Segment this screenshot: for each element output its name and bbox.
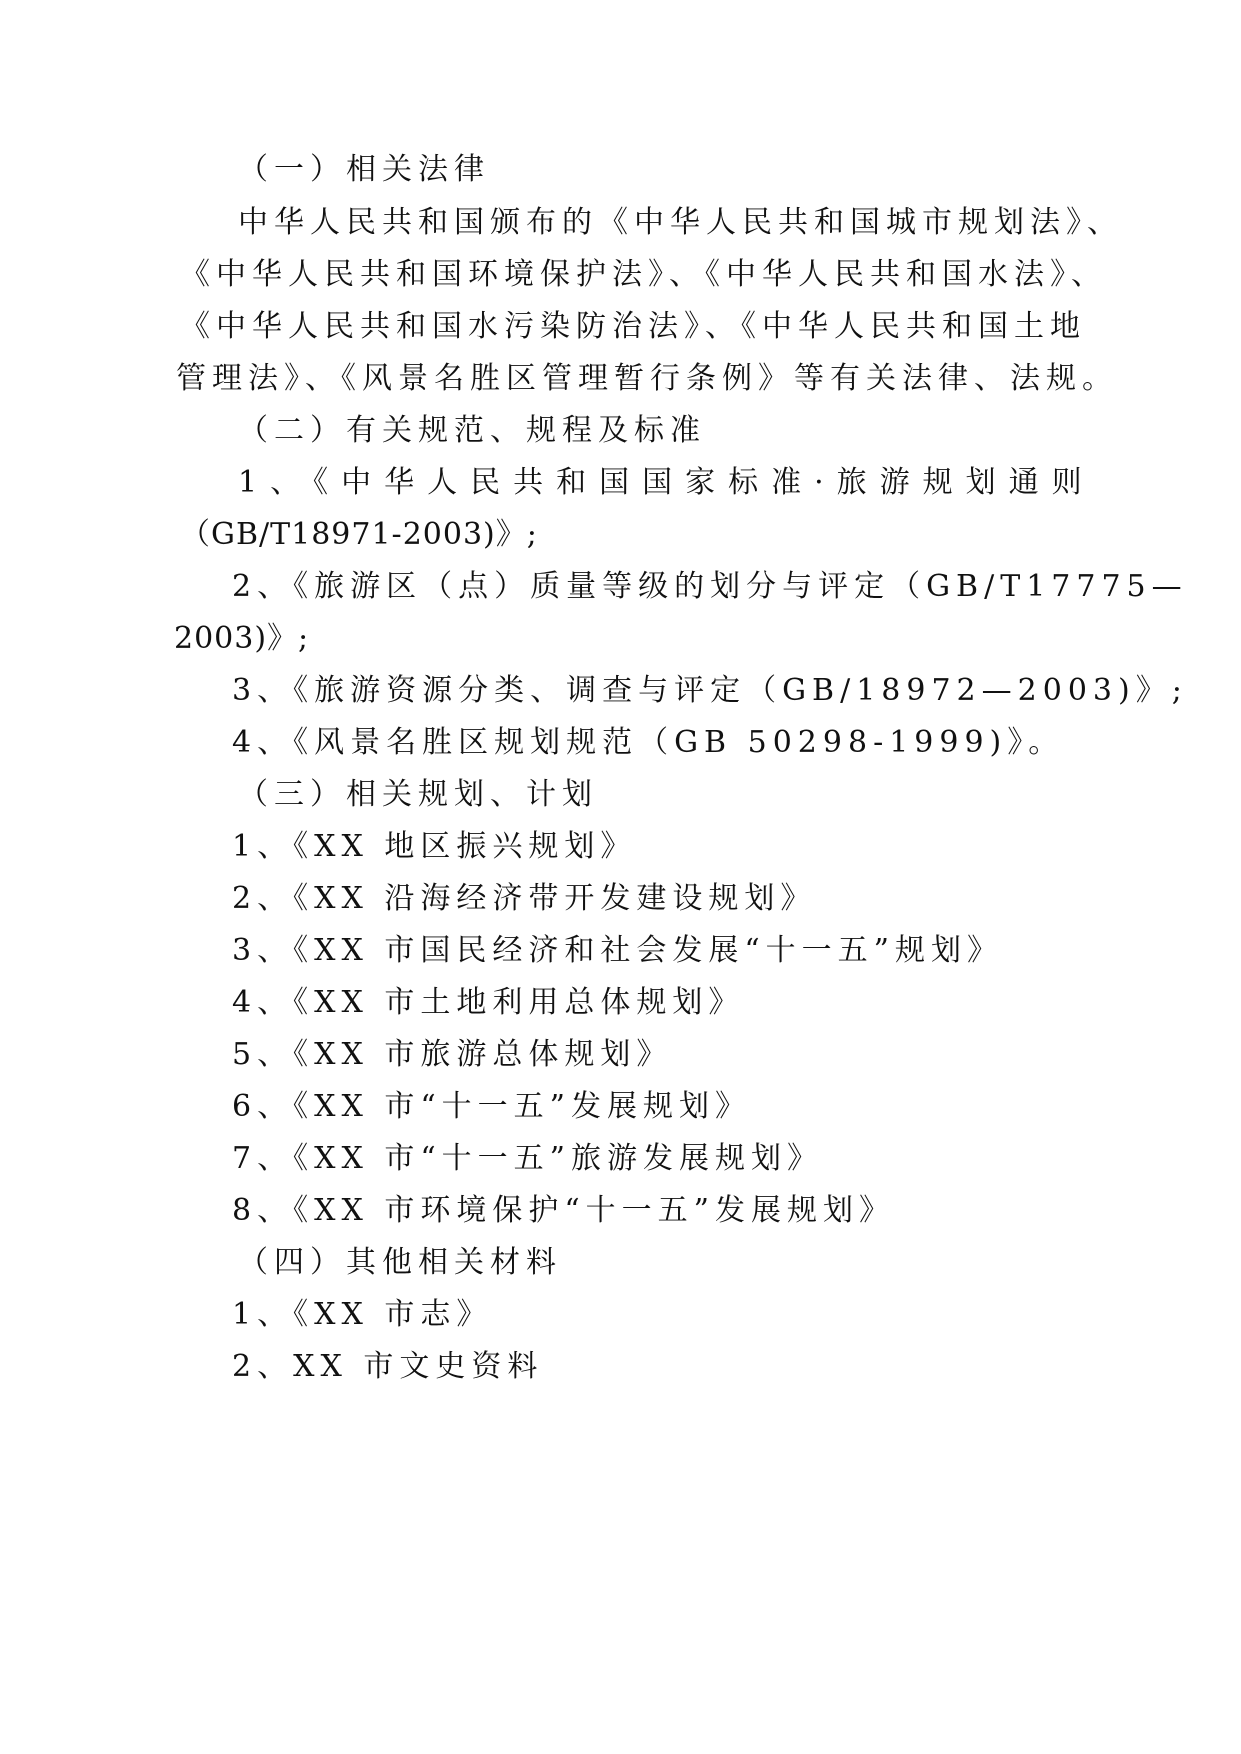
- laws-paragraph-line-3: 《中华人民共和国水污染防治法》、《中华人民共和国土地: [180, 309, 1086, 344]
- plans-item-3: 3、《XX 市国民经济和社会发展“十一五”规划》: [232, 933, 1004, 968]
- plans-item-6: 6、《XX 市“十一五”发展规划》: [232, 1089, 752, 1124]
- standards-item-4: 4、《风景名胜区规划规范（GB 50298-1999)》。: [232, 725, 1065, 760]
- section-heading-standards: （二）有关规范、规程及标准: [238, 413, 706, 448]
- plans-item-2: 2、《XX 沿海经济带开发建设规划》: [232, 881, 817, 916]
- section-heading-laws: （一）相关法律: [238, 152, 490, 187]
- other-item-1: 1、《XX 市志》: [232, 1297, 493, 1332]
- section-heading-plans: （三）相关规划、计划: [238, 777, 598, 812]
- plans-item-5: 5、《XX 市旅游总体规划》: [232, 1037, 673, 1072]
- plans-item-4: 4、《XX 市土地利用总体规划》: [232, 985, 745, 1020]
- standards-item-3: 3、《旅游资源分类、调查与评定（GB/18972—2003)》;: [232, 673, 1188, 708]
- standards-item-2-line-2: 2003)》;: [174, 621, 310, 656]
- standards-item-1-line-1: 1、《中华人民共和国国家标准·旅游规划通则: [238, 465, 1095, 500]
- plans-item-7: 7、《XX 市“十一五”旅游发展规划》: [232, 1141, 824, 1176]
- section-heading-other: （四）其他相关材料: [238, 1245, 562, 1280]
- laws-paragraph-line-1: 中华人民共和国颁布的《中华人民共和国城市规划法》、: [238, 205, 1123, 240]
- laws-paragraph-line-4: 管理法》、《风景名胜区管理暂行条例》等有关法律、法规。: [176, 361, 1118, 396]
- plans-item-8: 8、《XX 市环境保护“十一五”发展规划》: [232, 1193, 896, 1228]
- laws-paragraph-line-2: 《中华人民共和国环境保护法》、《中华人民共和国水法》、: [180, 257, 1107, 292]
- other-item-2: 2、XX 市文史资料: [232, 1349, 544, 1384]
- standards-item-2-line-1: 2、《旅游区（点）质量等级的划分与评定（GB/T17775—: [232, 569, 1188, 604]
- plans-item-1: 1、《XX 地区振兴规划》: [232, 829, 637, 864]
- standards-item-1-line-2: （GB/T18971-2003)》;: [180, 517, 538, 552]
